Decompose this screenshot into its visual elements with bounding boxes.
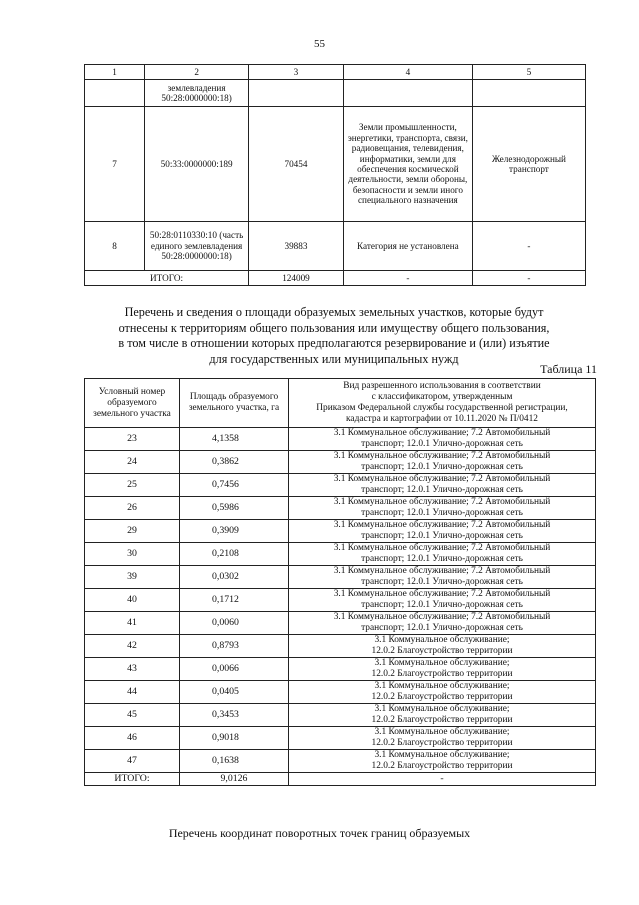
- use-line: 3.1 Коммунальное обслуживание;: [374, 727, 510, 738]
- column-header: 2: [145, 65, 249, 80]
- use-line: 3.1 Коммунальное обслуживание; 7.2 Автомобильный: [333, 589, 551, 600]
- column-header-plot-number: Условный номер образуемого земельного участка: [85, 379, 180, 428]
- plot-number-cell: 29: [85, 520, 180, 543]
- total-row: [85, 271, 586, 286]
- use-line: 12.0.2 Благоустройство территории: [371, 646, 513, 656]
- permitted-use-cell: [289, 750, 596, 773]
- use-line: транспорт; 12.0.1 Улично-дорожная сеть: [361, 554, 523, 564]
- plot-number-cell: 23: [85, 428, 180, 451]
- table-cell: [472, 80, 585, 107]
- table-row: [85, 428, 596, 451]
- use-line: 12.0.2 Благоустройство территории: [371, 738, 513, 748]
- plot-number-cell: 40: [85, 589, 180, 612]
- area-cell: 0,0066: [180, 658, 289, 681]
- use-line: 3.1 Коммунальное обслуживание; 7.2 Автомобильный: [333, 497, 551, 508]
- table-cell: Железнодорожный транспорт: [472, 107, 585, 222]
- table-row: [85, 658, 596, 681]
- permitted-use-cell: [289, 612, 596, 635]
- use-line: транспорт; 12.0.1 Улично-дорожная сеть: [361, 508, 523, 518]
- use-line: 3.1 Коммунальное обслуживание; 7.2 Автомобильный: [333, 428, 551, 439]
- plot-number-cell: 43: [85, 658, 180, 681]
- area-cell: 0,1638: [180, 750, 289, 773]
- permitted-use-cell: [289, 704, 596, 727]
- use-line: 3.1 Коммунальное обслуживание;: [374, 681, 510, 692]
- table-cell: [249, 80, 344, 107]
- area-cell: 0,3909: [180, 520, 289, 543]
- header-line: кадастра и картографии от 10.11.2020 № П/0412: [346, 414, 538, 424]
- total-label: ИТОГО:: [85, 271, 249, 286]
- plot-number-cell: 47: [85, 750, 180, 773]
- permitted-use-cell: [289, 681, 596, 704]
- table-caption: Таблица 11: [540, 362, 597, 376]
- column-header: 5: [472, 65, 585, 80]
- use-line: транспорт; 12.0.1 Улично-дорожная сеть: [361, 600, 523, 610]
- plot-number-cell: 30: [85, 543, 180, 566]
- plot-number-cell: 42: [85, 635, 180, 658]
- table-row: [85, 80, 586, 107]
- use-line: транспорт; 12.0.1 Улично-дорожная сеть: [361, 462, 523, 472]
- table-header-row: [85, 379, 596, 428]
- permitted-use-cell: [289, 727, 596, 750]
- plot-number-cell: 39: [85, 566, 180, 589]
- header-line: с классификатором, утвержденным: [371, 392, 513, 402]
- area-cell: 0,0060: [180, 612, 289, 635]
- plot-number-cell: 45: [85, 704, 180, 727]
- table-cell: 50:33:0000000:189: [145, 107, 249, 222]
- total-value: 124009: [249, 271, 344, 286]
- use-line: 12.0.2 Благоустройство территории: [371, 761, 513, 771]
- area-cell: 0,3453: [180, 704, 289, 727]
- header-line: Вид разрешенного использования в соответствии: [343, 381, 541, 391]
- use-line: транспорт; 12.0.1 Улично-дорожная сеть: [361, 485, 523, 495]
- plot-number-cell: 46: [85, 727, 180, 750]
- plot-number-cell: 41: [85, 612, 180, 635]
- use-line: 12.0.2 Благоустройство территории: [371, 715, 513, 725]
- table-cell: 50:28:0110330:10 (часть единого землевладения 50:28:0000000:18): [145, 222, 249, 271]
- table-row: [85, 612, 596, 635]
- area-cell: 4,1358: [180, 428, 289, 451]
- area-cell: 0,7456: [180, 474, 289, 497]
- use-line: 12.0.2 Благоустройство территории: [371, 669, 513, 679]
- table-cell: -: [343, 271, 472, 286]
- permitted-use-cell: [289, 428, 596, 451]
- heading-line: в том числе в отношении которых предполагаются резервирование и (или) изъятие: [118, 336, 550, 350]
- total-area: 9,0126: [180, 773, 289, 786]
- use-line: 3.1 Коммунальное обслуживание; 7.2 Автомобильный: [333, 520, 551, 531]
- table-cell: 7: [85, 107, 145, 222]
- area-cell: 0,1712: [180, 589, 289, 612]
- plot-number-cell: 26: [85, 497, 180, 520]
- table-cell: 39883: [249, 222, 344, 271]
- table-row: [85, 474, 596, 497]
- column-header: 4: [343, 65, 472, 80]
- plot-number-cell: 25: [85, 474, 180, 497]
- area-cell: 0,5986: [180, 497, 289, 520]
- heading-line: для государственных или муниципальных нужд: [209, 351, 459, 366]
- column-header-area: Площадь образуемого земельного участка, га: [180, 379, 289, 428]
- use-line: 12.0.2 Благоустройство территории: [371, 692, 513, 702]
- area-cell: 0,0405: [180, 681, 289, 704]
- table-cell: 70454: [249, 107, 344, 222]
- permitted-use-cell: [289, 451, 596, 474]
- table-row: [85, 107, 586, 222]
- table-row: [85, 750, 596, 773]
- permitted-use-cell: [289, 658, 596, 681]
- use-line: 3.1 Коммунальное обслуживание;: [374, 658, 510, 669]
- area-cell: 0,0302: [180, 566, 289, 589]
- column-header: 3: [249, 65, 344, 80]
- table-cell: Категория не установлена: [343, 222, 472, 271]
- total-label: ИТОГО:: [85, 773, 180, 786]
- use-line: транспорт; 12.0.1 Улично-дорожная сеть: [361, 577, 523, 587]
- table-row: [85, 451, 596, 474]
- table-row: [85, 727, 596, 750]
- section-heading: [80, 305, 588, 367]
- use-line: 3.1 Коммунальное обслуживание; 7.2 Автомобильный: [333, 543, 551, 554]
- permitted-use-cell: [289, 497, 596, 520]
- table-row: [85, 566, 596, 589]
- column-header-permitted-use: [289, 379, 596, 428]
- table-row: [85, 222, 586, 271]
- next-section-heading: Перечень координат поворотных точек границ образуемых: [168, 826, 471, 840]
- use-line: 3.1 Коммунальное обслуживание;: [374, 750, 510, 761]
- total-use: -: [289, 773, 596, 786]
- table-cell: 8: [85, 222, 145, 271]
- table-row: [85, 704, 596, 727]
- table-row: [85, 635, 596, 658]
- use-line: 3.1 Коммунальное обслуживание;: [374, 635, 510, 646]
- header-line: Приказом Федеральной службы государственной регистрации,: [316, 403, 568, 413]
- use-line: 3.1 Коммунальное обслуживание; 7.2 Автомобильный: [333, 474, 551, 485]
- page-number: 55: [314, 38, 325, 50]
- permitted-use-cell: [289, 543, 596, 566]
- permitted-use-cell: [289, 474, 596, 497]
- table-cell: -: [472, 271, 585, 286]
- table-cell: -: [472, 222, 585, 271]
- use-line: транспорт; 12.0.1 Улично-дорожная сеть: [361, 439, 523, 449]
- table-header-row: [85, 65, 586, 80]
- permitted-use-cell: [289, 589, 596, 612]
- heading-line: отнесены к территориям общего пользования или имуществу общего пользования,: [118, 320, 550, 335]
- use-line: 3.1 Коммунальное обслуживание;: [374, 704, 510, 715]
- table-row: [85, 589, 596, 612]
- plot-number-cell: 24: [85, 451, 180, 474]
- area-cell: 0,9018: [180, 727, 289, 750]
- land-categories-table: [84, 64, 586, 286]
- use-line: транспорт; 12.0.1 Улично-дорожная сеть: [361, 531, 523, 541]
- table-row: [85, 681, 596, 704]
- permitted-use-cell: [289, 635, 596, 658]
- area-cell: 0,3862: [180, 451, 289, 474]
- table-body: [85, 428, 596, 773]
- area-cell: 0,8793: [180, 635, 289, 658]
- table-cell: Земли промышленности, энергетики, транспорта, связи, радиовещания, телевидения, информатики, земли для обеспечения космической деятельности, земли обороны, безопасности и земли иного специального назначения: [343, 107, 472, 222]
- table-row: [85, 543, 596, 566]
- use-line: 3.1 Коммунальное обслуживание; 7.2 Автомобильный: [333, 566, 551, 577]
- use-line: 3.1 Коммунальное обслуживание; 7.2 Автомобильный: [333, 612, 551, 623]
- permitted-use-cell: [289, 566, 596, 589]
- table-cell: землевладения 50:28:0000000:18): [145, 80, 249, 107]
- table-cell: [85, 80, 145, 107]
- total-row: [85, 773, 596, 786]
- permitted-use-cell: [289, 520, 596, 543]
- table-cell: [343, 80, 472, 107]
- plot-number-cell: 44: [85, 681, 180, 704]
- heading-line: Перечень и сведения о площади образуемых земельных участков, которые будут: [124, 305, 544, 319]
- use-line: транспорт; 12.0.1 Улично-дорожная сеть: [361, 623, 523, 633]
- column-header: 1: [85, 65, 145, 80]
- table-row: [85, 520, 596, 543]
- land-plots-table: [84, 378, 596, 786]
- use-line: 3.1 Коммунальное обслуживание; 7.2 Автомобильный: [333, 451, 551, 462]
- area-cell: 0,2108: [180, 543, 289, 566]
- table-row: [85, 497, 596, 520]
